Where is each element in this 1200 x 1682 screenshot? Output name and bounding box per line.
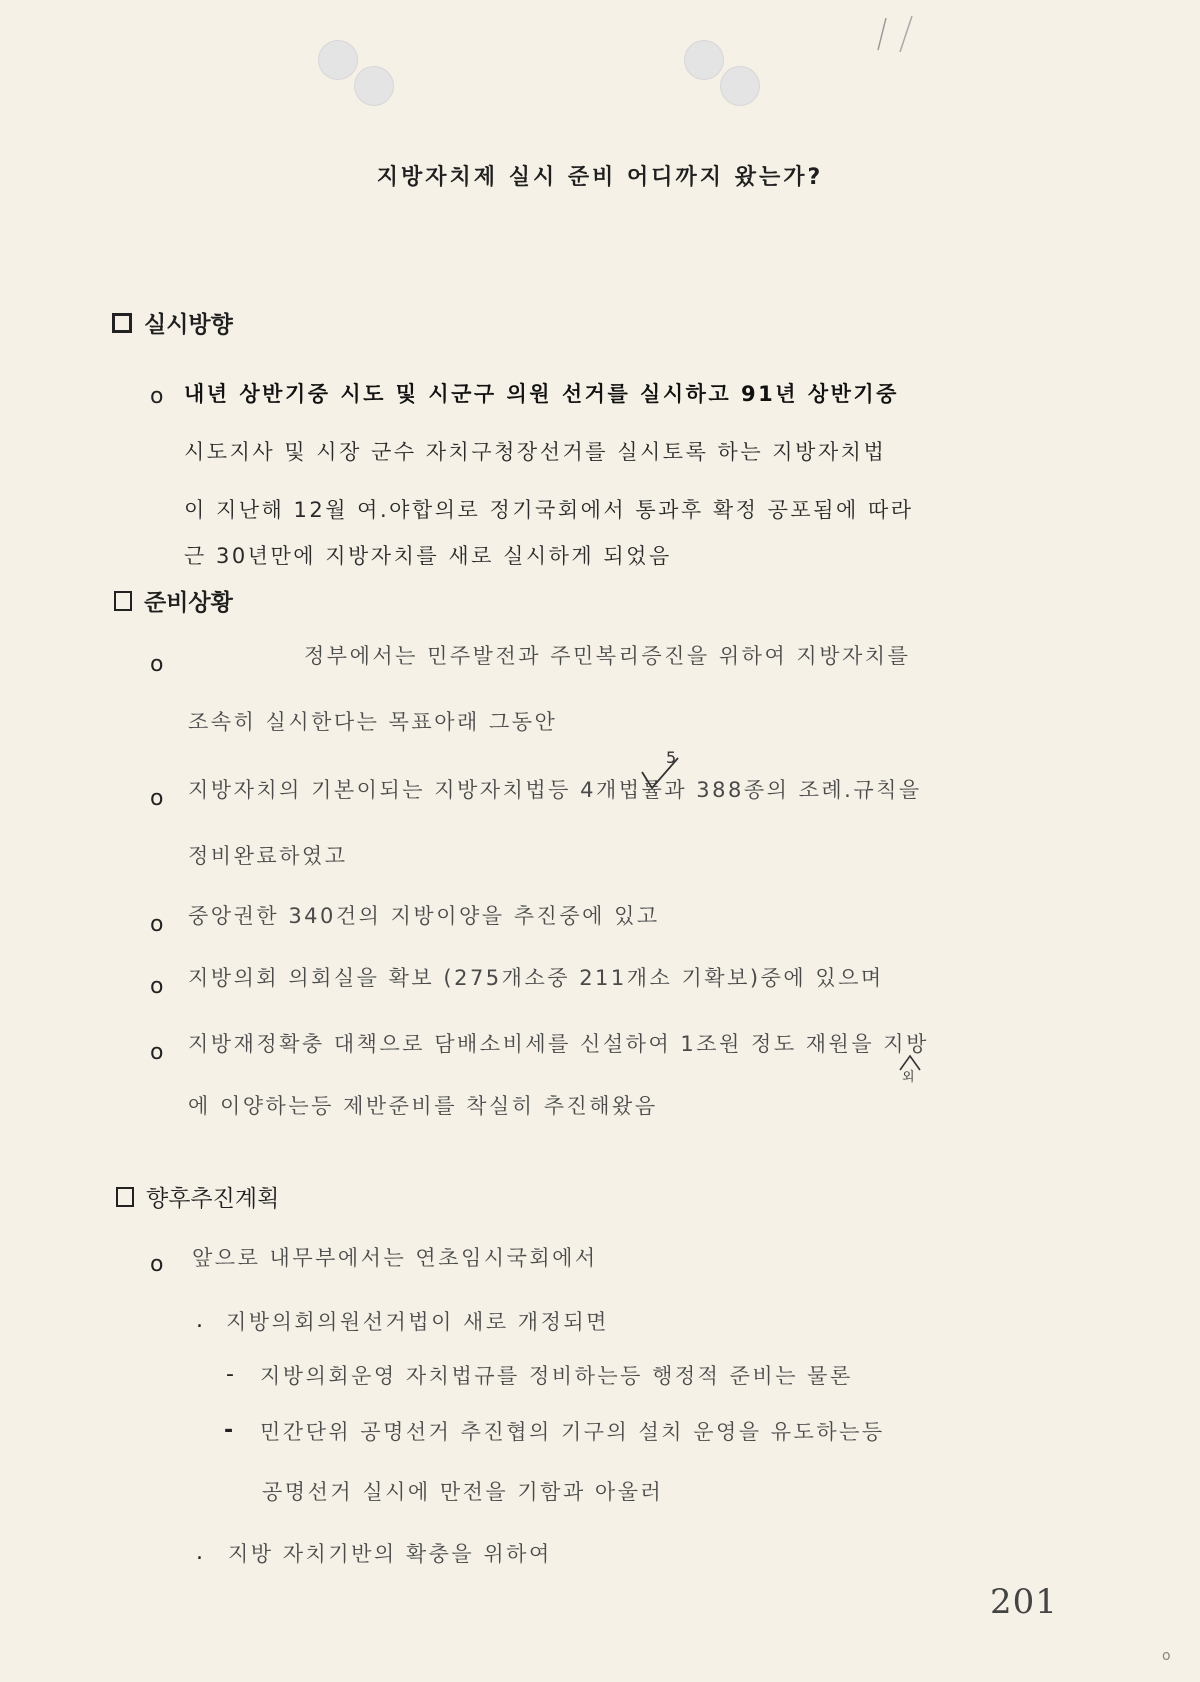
text-line: 지방의회 의회실을 확보 (275개소중 211개소 기확보)중에 있으며 [188,966,884,990]
bullet-circle: o [150,912,164,937]
bullet-dash: - [226,1362,234,1387]
bullet-circle: o [150,974,164,999]
text-line: 지방 자치기반의 확충을 위하여 [228,1542,552,1566]
text-line: 근 30년만에 지방자치를 새로 실시하게 되었음 [184,544,672,568]
text-line: 조속히 실시한다는 목표아래 그동안 [188,710,558,734]
bullet-dot: . [196,1540,203,1565]
text-line: 시도지사 및 시장 군수 자치구청장선거를 실시토록 하는 지방자치법 [184,440,887,464]
text-line: 공명선거 실시에 만전을 기함과 아울러 [262,1480,664,1504]
checkbox-square-icon [114,591,132,611]
text-line: 앞으로 내무부에서는 연초임시국회에서 [192,1246,598,1270]
text-line: 중앙권한 340건의 지방이양을 추진중에 있고 [188,904,660,928]
bullet-dash: - [224,1418,234,1443]
pencil-slash-marks [860,10,930,60]
checkbox-square-icon [116,1187,134,1207]
handwritten-annotation: 5 [666,748,677,767]
checkmark-annotation-icon [638,752,682,796]
text-line: 정부에서는 민주발전과 주민복리증진을 위하여 지방자치를 [304,644,911,668]
section-title: 향후추진계획 [146,1186,280,1212]
text-line: 지방자치의 기본이되는 지방자치법등 4개법률과 388종의 조례.규칙을 [188,778,922,802]
punch-hole [720,66,760,106]
bullet-circle: o [150,1040,164,1065]
checkbox-square-icon [112,313,132,333]
corner-mark: o [1162,1648,1171,1664]
section-title: 실시방향 [144,312,233,338]
bullet-circle: o [150,384,164,409]
punch-hole [318,40,358,80]
section-heading-plan [116,1180,279,1213]
section-title: 준비상황 [144,590,233,616]
punch-hole [354,66,394,106]
text-line: 이 지난해 12월 여.야합의로 정기국회에서 통과후 확정 공포됨에 따라 [184,498,914,522]
text-line: 지방의회의원선거법이 새로 개정되면 [226,1310,609,1334]
bullet-dot: . [196,1308,203,1333]
bullet-circle: o [150,1252,164,1277]
section-heading-direction [112,306,233,339]
bullet-circle: o [150,786,164,811]
page-number: 201 [990,1582,1058,1622]
text-line: 에 이양하는등 제반준비를 착실히 추진해왔음 [188,1094,658,1118]
text-line: 정비완료하였고 [188,844,348,868]
text-line: 민간단위 공명선거 추진협의 기구의 설치 운영을 유도하는등 [260,1420,885,1444]
punch-hole [684,40,724,80]
text-line: 지방의회운영 자치법규를 정비하는등 행정적 준비는 물론 [260,1364,853,1388]
bullet-circle: o [150,652,164,677]
text-line: 내년 상반기중 시도 및 시군구 의원 선거를 실시하고 91년 상반기중 [184,382,899,406]
handwritten-annotation: 외 [902,1070,915,1085]
document-title: 지방자치제 실시 준비 어디까지 왔는가? [376,165,824,190]
text-line: 지방재정확충 대책으로 담배소비세를 신설하여 1조원 정도 재원을 지방 [188,1032,929,1056]
section-heading-status [114,584,233,617]
